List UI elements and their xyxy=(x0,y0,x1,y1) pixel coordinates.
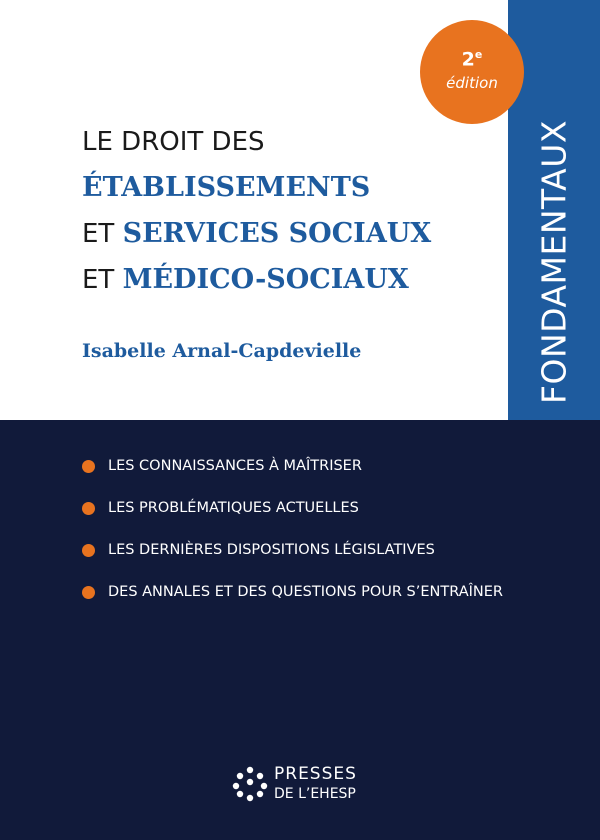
publisher-logo xyxy=(232,764,392,804)
title-line-4-prefix: ET xyxy=(82,265,123,295)
feature-item: LES DERNIÈRES DISPOSITIONS LÉGISLATIVES xyxy=(82,536,503,578)
bullet-dot-icon xyxy=(82,544,95,557)
series-label: FONDAMENTAUX xyxy=(534,120,574,404)
author-name: Isabelle Arnal-Capdevielle xyxy=(82,340,362,362)
edition-number: 2e xyxy=(461,48,483,71)
bullet-dot-icon xyxy=(82,586,95,599)
edition-superscript: e xyxy=(474,48,483,61)
feature-item: LES CONNAISSANCES À MAÎTRISER xyxy=(82,452,503,494)
title-line-2: ÉTABLISSEMENTS xyxy=(82,172,371,203)
title-line-3 xyxy=(82,211,502,257)
title-line-4-bold: MÉDICO-SOCIAUX xyxy=(122,264,409,295)
bullet-dot-icon xyxy=(82,502,95,515)
feature-item: LES PROBLÉMATIQUES ACTUELLES xyxy=(82,494,503,536)
title-line-1: LE DROIT DES xyxy=(82,127,265,157)
book-title xyxy=(82,119,502,303)
title-line-4 xyxy=(82,257,502,303)
publisher-name-line-1: PRESSES xyxy=(274,764,357,784)
title-line-3-bold: SERVICES SOCIAUX xyxy=(122,218,432,249)
dots-cluster-logo-icon xyxy=(232,766,268,802)
bullet-dot-icon xyxy=(82,460,95,473)
edition-word: édition xyxy=(446,74,498,92)
feature-list xyxy=(82,452,503,620)
title-line-3-prefix: ET xyxy=(82,219,123,249)
edition-badge xyxy=(420,20,524,124)
feature-item: DES ANNALES ET DES QUESTIONS POUR S’ENTRAÎNER xyxy=(82,578,503,620)
publisher-name-line-2: DE L’EHESP xyxy=(274,786,356,802)
